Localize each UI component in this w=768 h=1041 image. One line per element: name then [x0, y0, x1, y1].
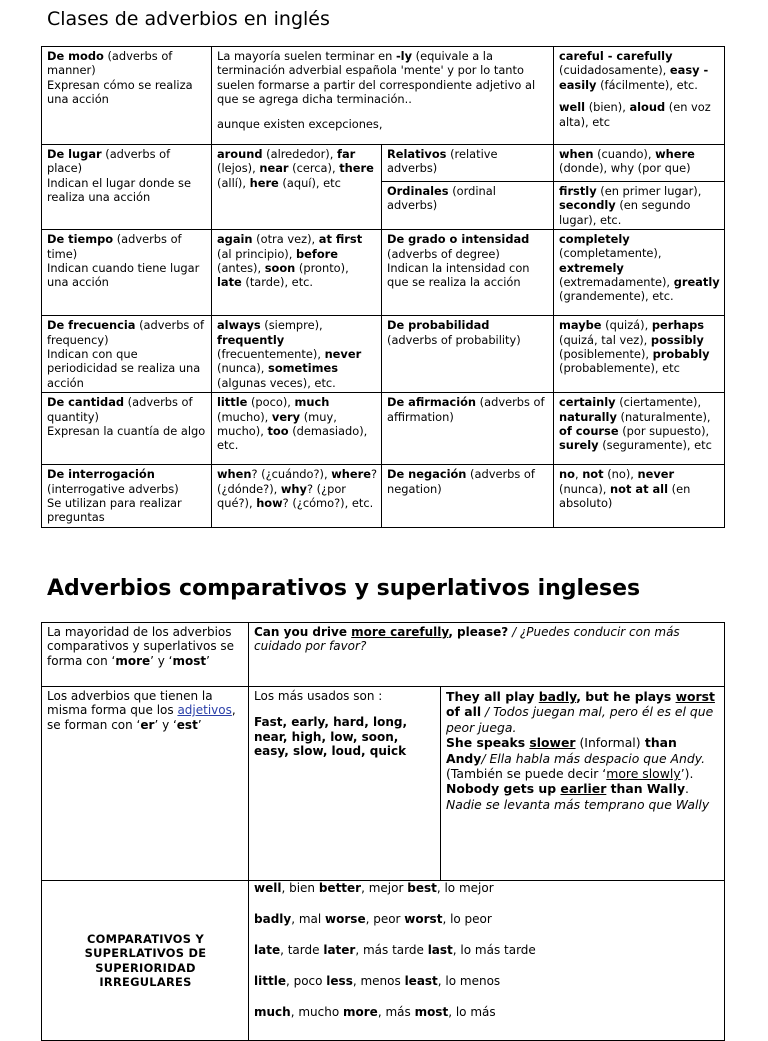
table-row [42, 623, 725, 687]
list-item: well, bien better, mejor best, lo mejor [254, 881, 494, 895]
table-row [42, 316, 725, 393]
rule-cell-er-est: Los adverbios que tienen la misma forma que los adjetivos, se forman con ‘er’ y ‘est’ [42, 687, 249, 881]
examples-cell-negacion: no, not (no), never (nunca), not at all (en absoluto) [554, 465, 725, 528]
examples-cell-cantidad: little (poco), much (mucho), very (muy, mucho), too (demasiado), etc. [212, 393, 382, 465]
class-cell-negacion: De negación (adverbs of negation) [382, 465, 554, 528]
examples-cell-frecuencia: always (siempre), frequently (frecuentemente), never (nunca), sometimes (algunas veces), etc. [212, 316, 382, 393]
examples-cell-interrogacion: when? (¿cuándo?), where? (¿dónde?), why? (¿por qué?), how? (¿cómo?), etc. [212, 465, 382, 528]
list-item: badly, mal worse, peor worst, lo peor [254, 912, 492, 926]
adjetivos-link[interactable]: adjetivos [177, 703, 232, 718]
section-title-comparatives: Adverbios comparativos y superlativos ingleses [47, 576, 641, 601]
irregulars-title-cell: COMPARATIVOS Y SUPERLATIVOS DE SUPERIORIDAD IRREGULARES [42, 881, 249, 1041]
examples-cell-afirmacion: certainly (ciertamente), naturally (naturalmente), of course (por supuesto), surely (seguramente), etc [554, 393, 725, 465]
examples-cell-ordinales: firstly (en primer lugar), secondly (en segundo lugar), etc. [554, 182, 725, 230]
list-item: much, mucho more, más most, lo más [254, 1005, 496, 1019]
class-cell-grado: De grado o intensidad (adverbs of degree) Indican la intensidad con que se realiza la acción [382, 230, 554, 316]
class-cell-frecuencia: De frecuencia (adverbs of frequency) Indican con que periodicidad se realiza una acción [42, 316, 212, 393]
table-row [42, 47, 725, 145]
class-cell-lugar: De lugar (adverbs of place) Indican el lugar donde se realiza una acción [42, 145, 212, 230]
list-item: late, tarde later, más tarde last, lo más tarde [254, 943, 536, 957]
class-cell-modo: De modo (adverbs of manner) Expresan cómo se realiza una acción [42, 47, 212, 145]
table-row [42, 145, 725, 182]
table-row [42, 465, 725, 528]
class-cell-relativos: Relativos (relative adverbs) [382, 145, 554, 182]
class-cell-tiempo: De tiempo (adverbs of time) Indican cuando tiene lugar una acción [42, 230, 212, 316]
adverb-classes-table [41, 46, 725, 528]
examples-cell-er-est: They all play badly, but he plays worst of all / Todos juegan mal, pero él es el que peor juega. She speaks slower (Informal) than Andy/ Ella habla más despacio que Andy. (También se puede decir ‘more slowly’). Nobody gets up earlier than Wally. Nadie se levanta más temprano que Wally [441, 687, 725, 881]
list-item: little, poco less, menos least, lo menos [254, 974, 501, 988]
examples-cell-lugar: around (alrededor), far (lejos), near (cerca), there (allí), here (aquí), etc [212, 145, 382, 230]
class-cell-probabilidad: De probabilidad (adverbs of probability) [382, 316, 554, 393]
examples-cell-relativos: when (cuando), where (donde), why (por que) [554, 145, 725, 182]
explanation-cell-modo: La mayoría suelen terminar en -ly (equivale a la terminación adverbial española 'mente' y por lo tanto suelen formarse a partir del correspondiente adjetivo al que se agrega dicha terminación.. aunque existen excepciones, [212, 47, 554, 145]
examples-cell-tiempo: again (otra vez), at first (al principio), before (antes), soon (pronto), late (tarde), etc. [212, 230, 382, 316]
examples-cell-probabilidad: maybe (quizá), perhaps (quizá, tal vez), possibly (posiblemente), probably (probablemente), etc [554, 316, 725, 393]
common-adverbs-cell: Los más usados son : Fast, early, hard, long, near, high, low, soon, easy, slow, loud, quick [249, 687, 441, 881]
section-title-adverb-classes: Clases de adverbios en inglés [47, 8, 330, 30]
table-row [42, 393, 725, 465]
irregulars-list-cell [249, 881, 725, 1041]
comparatives-table [41, 622, 725, 1041]
class-cell-cantidad: De cantidad (adverbs of quantity) Expresan la cuantía de algo [42, 393, 212, 465]
table-row [42, 881, 725, 1041]
class-cell-ordinales: Ordinales (ordinal adverbs) [382, 182, 554, 230]
example-cell-more-carefully: Can you drive more carefully, please? / ¿Puedes conducir con más cuidado por favor? [249, 623, 725, 687]
class-cell-afirmacion: De afirmación (adverbs of affirmation) [382, 393, 554, 465]
table-row [42, 230, 725, 316]
table-row [42, 687, 725, 881]
class-cell-interrogacion: De interrogación (interrogative adverbs) Se utilizan para realizar preguntas [42, 465, 212, 528]
examples-cell-modo: careful - carefully (cuidadosamente), easy - easily (fácilmente), etc. well (bien), aloud (en voz alta), etc [554, 47, 725, 145]
rule-cell-more-most: La mayoridad de los adverbios comparativos y superlativos se forma con ‘more’ y ‘most’ [42, 623, 249, 687]
examples-cell-grado: completely (completamente), extremely (extremadamente), greatly (grandemente), etc. [554, 230, 725, 316]
